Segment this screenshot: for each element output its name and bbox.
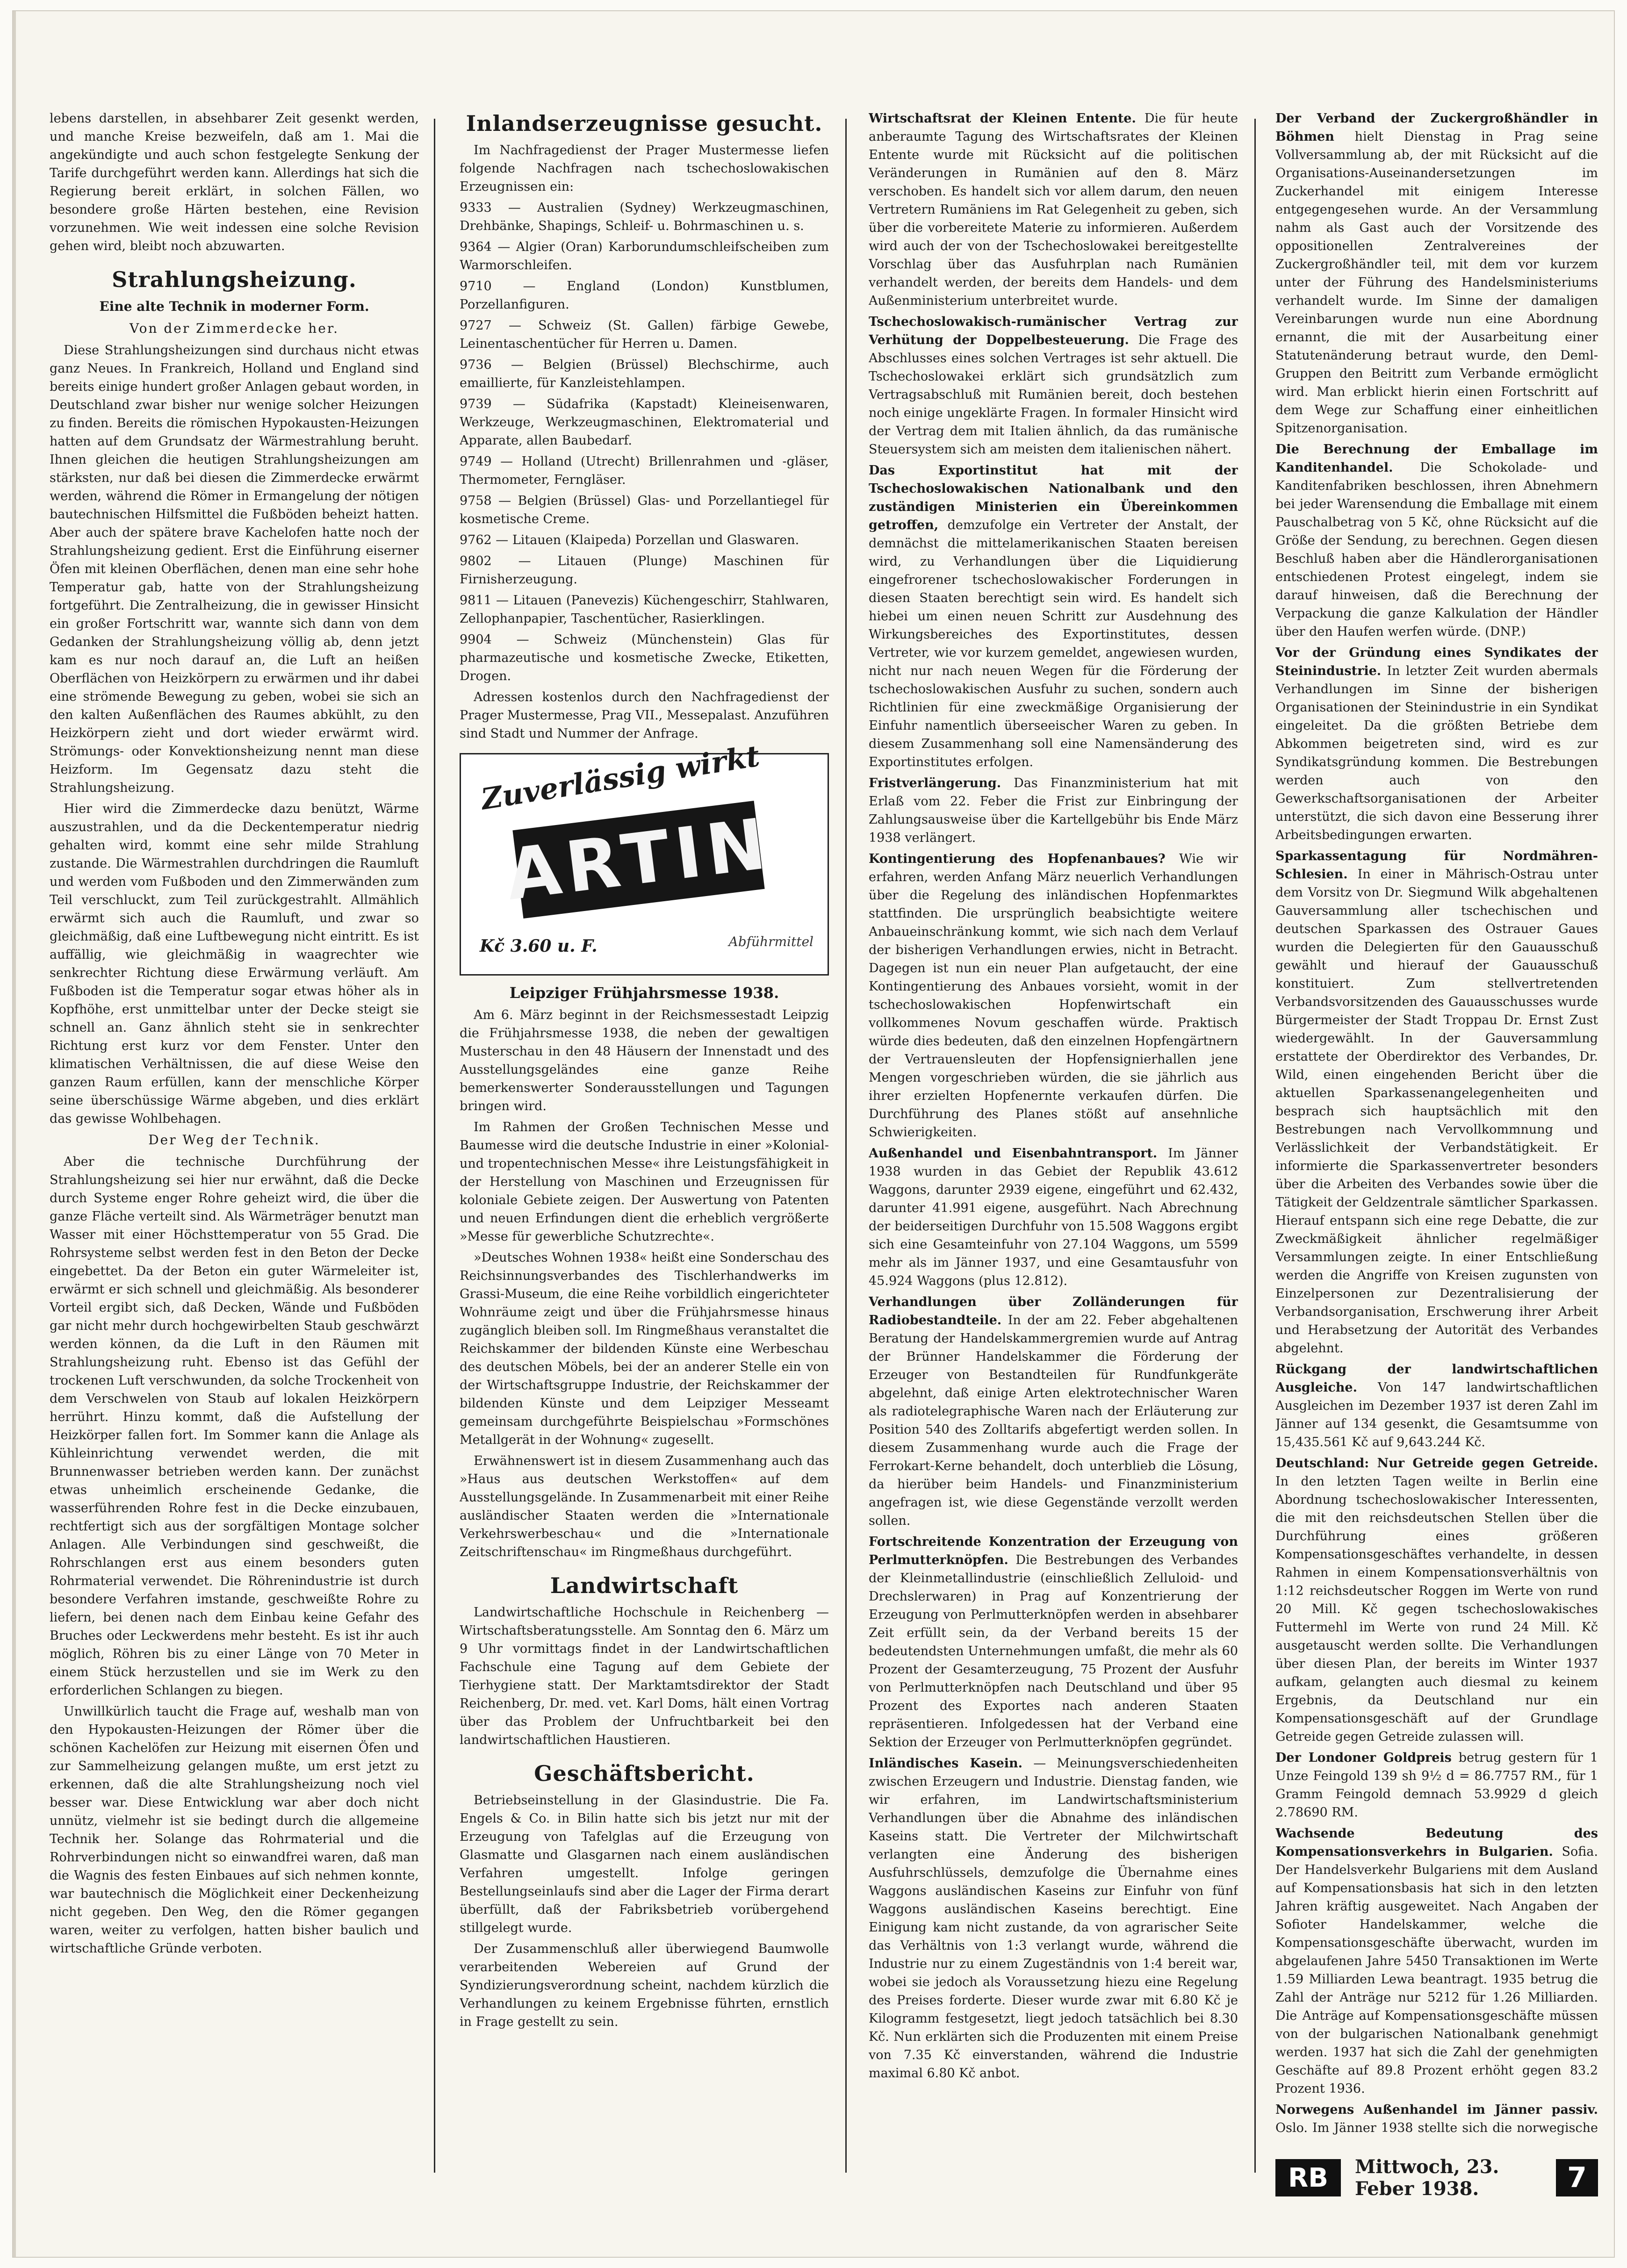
news-lead: Deutschland: Nur Getreide gegen Getreide. [1275, 1456, 1598, 1471]
news-text: In letzter Zeit wurden abermals Verhandlungen im Sinne der bisherigen Organisationen der Steinindustrie in ein Syndikat eingeleitet. Da die größten Betriebe dem Abkommen beigetreten sind, wird es zur Syndikatsgründung kommen. Die Bestrebungen werden auch von den Gewerkschaftsorganisationen der Arbeiter unterstützt, die sich davon eine Besserung ihrer Arbeitsbedingungen erwarten. [1275, 664, 1598, 842]
artin-advertisement [460, 739, 829, 976]
news-text: Die für heute anberaumte Tagung des Wirtschaftsrates der Kleinen Entente wurde mit Rücksicht auf die politischen Veränderungen in Rumänien auf den 8. März verschoben. Es handelt sich vor allem darum, den neuen Vertretern Rumäniens im Rat Gelegenheit zu geben, sich über die vorbereitete Materie zu informieren. Außerdem wird auch der von der Tschechoslowakei bereitgestellte Vorschlag über das Ausfuhrplan nach Rumänien verhandelt werden, der bereits dem Handels- und dem Außenministerium unterbreitet wurde. [869, 111, 1238, 308]
newspaper-page [13, 11, 1614, 2257]
news-item [869, 1754, 1238, 2082]
news-text: Wie wir erfahren, werden Anfang März neuerlich Verhandlungen über die Regelung des inländischen Hopfenmarktes stattfinden. Die ursprünglich beabsichtigte weitere Anbaueinschränkung kommt, wie sich nach dem Verlauf der bisherigen Verhandlungen erwies, nicht in Betracht. Dagegen ist nun ein neuer Plan aufgetaucht, der eine Kontingentierung des Anbaues vorsieht, womit in der tschechoslowakischen Hopfenwirtschaft ein vollkommenes Novum geschaffen würde. Praktisch würde dies bedeuten, daß den einzelnen Hopfengärtnern der Vertrauensleuten der Hopfensignierhallen jene Mengen vorgeschrieben würden, die sie jährlich aus ihrer erzielten Hopfenernte verkaufen dürfen. Die Durchführung des Planes stößt auf ansehnliche Schwierigkeiten. [869, 852, 1238, 1140]
column-2 [460, 109, 829, 2177]
news-lead: Rückgang der landwirtschaftlichen Ausgleiche. [1275, 1362, 1598, 1395]
news-item [869, 461, 1238, 771]
news-text: In den letzten Tagen weilte in Berlin eine Abordnung tschechoslowakischer Interessenten, die mit den reichsdeutschen Stellen über die Durchführung eines größeren Kompensationsgeschäftes verhandelte, in dessen Rahmen in einem Kompensationsverhältnis von 1:12 reichsdeutscher Roggen im Werte von rund 20 Mill. Kč gegen tschechoslowakisches Futtermehl im Werte von rund 24 Mill. Kč ausgetauscht werden sollte. Die Verhandlungen über diesen Plan, der bereits im Winter 1937 aufkam, gelangten auch diesmal zu keinem Ergebnis, da Deutschland nur ein Kompensationsgeschäft auf der Grundlage Getreide gegen Getreide zulassen will. [1275, 1474, 1598, 1744]
article-topic: Der Weg der Technik. [148, 1132, 320, 1148]
news-item [869, 1293, 1238, 1530]
article-subheading: Eine alte Technik in moderner Form. [99, 299, 369, 314]
news-lead: Verhandlungen über Zolländerungen für Radiobestandteile. [869, 1295, 1238, 1328]
news-text: Sofia. Der Handelsverkehr Bulgariens mit dem Ausland auf Kompensationsbasis hat sich in den letzten Jahren kräftig ausgeweitet. Nach Angaben der Sofioter Handelskammer, welche die Kompensationsgeschäfte überwacht, wurden im abgelaufenen Jahre 5450 Transaktionen im Werte 1.59 Milliarden Lewa beantragt. 1935 betrug die Zahl der Anträge nur 5212 für 1.26 Milliarden. Die Anträge auf Kompensationsgeschäfte müssen von der bulgarischen Nationalbank genehmigt werden. 1937 hat sich die Zahl der genehmigten Geschäfte auf 89.8 Prozent erhöht gegen 83.2 Prozent 1936. [1275, 1845, 1598, 2096]
request-item: 9739 — Südafrika (Kapstadt) Kleineisenwaren, Werkzeuge, Werkzeugmaschinen, Elektromaterial und Apparate, allen Baubedarf. [460, 397, 829, 448]
news-text: Die Frage des Abschlusses eines solchen Vertrages ist sehr aktuell. Die Tschechoslowakei erklärt sich grundsätzlich zum Vertragsabschluß mit Rumänien bereit, doch bestehen noch einige ungeklärte Fragen. In formaler Hinsicht wird der Vertrag dem mit Italien ähnlich, da das rumänische Steuersystem sich am meisten dem italienischen nähert. [869, 333, 1238, 457]
section-heading-landwirtschaft: Landwirtschaft [550, 1573, 739, 1598]
request-item: 9736 — Belgien (Brüssel) Blechschirme, auch emaillierte, für Kanzleistehlampen. [460, 358, 829, 390]
news-item [1275, 1749, 1598, 1822]
column-4 [1275, 109, 1598, 2135]
request-item: 9727 — Schweiz (St. Gallen) färbige Gewebe, Leinentaschentücher für Herren u. Damen. [460, 318, 829, 351]
section-heading-geschaeftsbericht: Geschäftsbericht. [534, 1761, 755, 1786]
newspaper-logo: RB [1275, 2159, 1341, 2196]
news-lead: Inländisches Kasein. [869, 1756, 1023, 1771]
news-item [869, 850, 1238, 1141]
ad-brand-logo: ARTIN [512, 801, 764, 919]
news-lead: Wirtschaftsrat der Kleinen Entente. [869, 111, 1136, 126]
news-text: demzufolge ein Vertreter der Anstalt, der demnächst die mittelamerikanischen Staaten bereisen wird, zu Verhandlungen über die Liquidierung eingefrorener tschechoslowakischer Forderungen in diesen Staaten berechtigt sein wird. Es handelt sich hiebei um einen neuen Schritt zur Ausdehnung des Wirkungsbereiches des Exportinstitutes, dessen Vertreter, wie vor kurzem gemeldet, angewiesen wurden, nicht nur nach neuen Wegen für die Förderung der tschechoslowakischen Ausfuhr zu suchen, sondern auch Richtlinien für eine zweckmäßige Organisierung der Einfuhr namentlich überseeischer Waren zu geben. In diesem Zusammenhang soll eine Namensänderung des Exportinstitutes erfolgen. [869, 518, 1238, 769]
news-item [869, 774, 1238, 847]
request-item: 9758 — Belgien (Brüssel) Glas- und Porzellantiegel für kosmetische Creme. [460, 494, 829, 526]
news-item [869, 313, 1238, 459]
news-text: — Meinungsverschiedenheiten zwischen Erzeugern und Industrie. Dienstag fanden, wie wir erfahren, im Landwirtschaftsministerium Verhandlungen über die Abnahme des inländischen Kaseins statt. Die Vertreter der Milchwirtschaft verlangten eine Änderung des bisherigen Ausfuhrschlüssels, demzufolge die Übernahme eines Waggons ausländischen Kaseins zur Einfuhr von fünf Waggons ausländischen Kaseins berechtigt. Eine Einigung kam nicht zustande, da von agrarischer Seite das Verhältnis von 1:3 verlangt wurde, während die Industrie nur zu einem Zugeständnis von 1:4 bereit war, wobei sie jedoch als Voraussetzung hiezu eine Regelung des Preises forderte. Dieser wurde zwar mit 6.80 Kč je Kilogramm festgesetzt, liegt jedoch tatsächlich bei 8.30 Kč. Nun erklärten sich die Produzenten mit einem Preise von 7.35 Kč einverstanden, während die Industrie maximal 6.80 Kč anbot. [869, 1756, 1238, 2081]
request-item: 9364 — Algier (Oran) Karborundumschleifscheiben zum Warmorschleifen. [460, 240, 829, 273]
article-heading-leipziger-messe: Leipziger Frühjahrsmesse 1938. [509, 984, 779, 1002]
news-text: Das Finanzministerium hat mit Erlaß vom 22. Feber die Frist zur Einbringung der Zahlungsausweise über die Kartellgebühr bis Ende März 1938 verlängert. [869, 776, 1238, 845]
news-item [869, 1533, 1238, 1751]
paragraph: Der Zusammenschluß aller überwiegend Baumwolle verarbeitenden Webereien auf Grund der Syndizierungsverordnung scheint, nachdem kürzlich die Verhandlungen zu keinem Ergebnisse führten, ernstlich in Frage gestellt zu sein. [460, 1942, 829, 2029]
news-item [869, 1144, 1238, 1290]
news-lead: Fortschreitende Konzentration der Erzeugung von Perlmutterknöpfen. [869, 1535, 1238, 1567]
news-text: Oslo. Im Jänner 1938 stellte sich die norwegische [1275, 2121, 1598, 2135]
news-lead: Außenhandel und Eisenbahntransport. [869, 1146, 1158, 1161]
news-text: Die Schokolade- und Kanditenfabriken beschlossen, ihren Abnehmern bei jeder Warensendung die Emballage mit einem Pauschalbetrag von 5 Kč, ohne Rücksicht auf die Größe der Sendung, zu berechnen. Gegen diesen Beschluß haben aber die Händlerorganisationen entschiedenen Protest eingelegt, indem sie darauf hinweisen, daß die Berechnung der Verpackung die ganze Kalkulation der Händler über den Haufen werfen würde. (DNP.) [1275, 460, 1598, 639]
news-item [1275, 644, 1598, 844]
page-number: 7 [1556, 2159, 1598, 2196]
paragraph: Am 6. März beginnt in der Reichsmessestadt Leipzig die Frühjahrsmesse 1938, die neben der gewaltigen Musterschau in den 48 Häusern der Innenstadt und des Ausstellungsgeländes eine ganze Reihe bemerkenswerter Sonderausstellungen und Tagungen bringen wird. [460, 1008, 829, 1113]
news-lead: Die Berechnung der Emballage im Kanditenhandel. [1275, 442, 1598, 475]
ad-price: Kč 3.60 u. F. [480, 936, 598, 956]
request-item: 9904 — Schweiz (Münchenstein) Glas für pharmazeutische und kosmetische Zwecke, Etiketten, Drogen. [460, 632, 829, 683]
news-text: In einer in Mährisch-Ostrau unter dem Vorsitz von Dr. Siegmund Wilk abgehaltenen Gauversammlung aller tschechischen und deutschen Sparkassen des Ostrauer Gaues wurden die Delegierten für den Gauausschuß gewählt und hierauf der Gauausschuß konstituiert. Zum stellvertretenden Verbandsvorsitzenden des Gauausschusses wurde Bürgermeister der Stadt Troppau Dr. Ernst Zust wiedergewählt. In der Gauversammlung erstattete der Oberdirektor des Verbandes, Dr. Wild, einen eingehenden Bericht über die aktuellen Sparkassenangelegenheiten und besprach sich hauptsächlich mit den Bestrebungen nach Vervollkommnung und Verlässlichkeit der Verbandstätigkeit. Er informierte die Sparkassenvertreter besonders über die Arbeiten des Verbandes sowie über die Tätigkeit der Geldzentrale sämtlicher Sparkassen. Hierauf entspann sich eine rege Debatte, die zur Zweckmäßigkeit ähnlicher regelmäßiger Versammlungen zeigte. In einer Entschließung werden die Angriffe von Kreisen zugunsten von Einzelpersonen zur Dezentralisierung der Verbandsorganisation, Erschwerung ihrer Arbeit und Herabsetzung der Autorität des Verbandes abgelehnt. [1275, 867, 1598, 1356]
news-text: Im Jänner 1938 wurden in das Gebiet der Republik 43.612 Waggons, darunter 2939 eigene, eingeführt und 62.432, darunter 41.991 eigene, ausgeführt. Nach Abrechnung der beiderseitigen Durchfuhr von 15.508 Waggons ergibt sich eine Gesamteinfuhr von 27.104 Waggons, um 5599 mehr als im Jänner 1937, und eine Gesamtausfuhr von 45.924 Waggons (plus 12.812). [869, 1146, 1238, 1288]
news-item [1275, 1824, 1598, 2098]
news-item [1275, 1360, 1598, 1451]
left-edge-shadow [13, 11, 16, 2257]
ad-tagline: Abführmittel [728, 934, 814, 949]
news-lead: Tschechoslowakisch-rumänischer Vertrag zur Verhütung der Doppelbesteuerung. [869, 315, 1238, 347]
request-item: 9710 — England (London) Kunstblumen, Porzellanfiguren. [460, 279, 829, 312]
news-lead: Norwegens Außenhandel im Jänner passiv. [1275, 2103, 1598, 2117]
news-lead: Vor der Gründung eines Syndikates der Steinindustrie. [1275, 646, 1598, 678]
paragraph: Diese Strahlungsheizungen sind durchaus nicht etwas ganz Neues. In Frankreich, Holland und England sind bereits einige hundert großer Anlagen gebaut worden, in Deutschland zwar bisher nur wenige solcher Heizungen zu finden. Bereits die römischen Hypokausten-Heizungen hatten auf dem Grundsatz der Wärmestrahlung beruht. Ihnen gleichen die heutigen Strahlungsheizungen am stärksten, nur daß bei diesen die Zimmerdecke erwärmt werden, während die Römer in Ermangelung der nötigen bautechnischen Hilfsmittel die Fußböden beheizt hatten. Aber auch der spätere brave Kachelofen hatte noch der Strahlungsheizung gedient. Erst die Einführung eiserner Öfen mit kleinen Oberflächen, denen man eine sehr hohe Temperatur gab, hatte von der Strahlungsheizung fortgeführt. Die Zentralheizung, die in gewisser Hinsicht ein großer Fortschritt war, wannte sich dann von dem Gedanken der Strahlungsheizung völlig ab, denn jetzt kam es nur noch darauf an, die Luft an heißen Oberflächen von Heizkörpern zu erwärmen und ihr dabei eine strömende Bewegung zu geben, wobei sie sich an den kalten Außenflächen des Raumes abkühlt, zu den Heizkörpern zieht und dort wieder erwärmt wird. Strömungs- oder Konvektionsheizung nennt man diese Heizform. Im Gegensatz dazu steht die Strahlungsheizung. [50, 343, 419, 795]
news-lead: Das Exportinstitut hat mit der Tschechoslowakischen Nationalbank und den zuständigen Ministerien ein Übereinkommen getroffen, [869, 463, 1238, 532]
paragraph: »Deutsches Wohnen 1938« heißt eine Sonderschau des Reichsinnungsverbandes des Tischlerhandwerks im Grassi-Museum, die eine Reihe vorbildlich eingerichteter Wohnräume zeigt und über die Frühjahrsmesse hinaus zugänglich bleiben soll. Im Ringmeßhaus veranstaltet die Reichskammer der bildenden Künste eine Werbeschau des deutschen Möbels, bei der an anderer Stelle ein von der Wirtschaftsgruppe Industrie, der Reichskammer der bildenden Künste und dem Leipziger Messeamt gemeinsam durchgeführte Beispielschau »Formschönes Metallgerät in der Wohnung« zugesellt. [460, 1250, 829, 1447]
ad-slogan: Zuverlässig wirkt [478, 739, 762, 817]
issue-date: Mittwoch, 23. Feber 1938. [1355, 2156, 1499, 2200]
paragraph: Hier wird die Zimmerdecke dazu benützt, Wärme auszustrahlen, und da die Deckentemperatur niedrig gehalten wird, kommt eine sehr milde Strahlung zustande. Die Wärmestrahlen durchdringen die Raumluft und werden vom Fußboden und den Zimmerwänden zum Teil verschluckt, zum Teil zurückgestrahlt. Allmählich erwärmt sich auch die Raumluft, und zwar so gleichmäßig, daß eine Luftbewegung nicht eintritt. Es ist auffällig, wie gleichmäßig in waagrechter wie senkrechter Richtung diese Erwärmung verläuft. Am Fußboden ist die Temperatur sogar etwas höher als in Kopfhöhe, erst unmittelbar unter der Decke steigt sie schnell an. Ganz ähnlich steht sie in senkrechter Richtung erst kurz vor dem Fenster. Unter den klimatischen Verhältnissen, die auf diese Weise den ganzen Raum erfüllen, kann der menschliche Körper seine überschüssige Wärme abgeben, und dies erklärt das gewisse Wohlbehagen. [50, 802, 419, 1126]
paragraph: Betriebseinstellung in der Glasindustrie. Die Fa. Engels & Co. in Bilin hatte sich bis jetzt nur mit der Erzeugung von Tafelglas auf die Erzeugung von Glasmatte und Glasgarnen nach einem ausländischen Verfahren umgestellt. Infolge geringen Bestellungseinlaufs sind aber die Lager der Firma derart überfüllt, daß der Fabriksbetrieb vorübergehend stillgelegt wurde. [460, 1793, 829, 1935]
column-3 [869, 109, 1238, 2177]
column-1 [50, 109, 419, 2177]
news-item [1275, 2101, 1598, 2135]
article-heading-strahlungsheizung: Strahlungsheizung. [112, 267, 357, 292]
paragraph: lebens darstellen, in absehbarer Zeit gesenkt werden, und manche Kreise bezweifeln, daß am 1. Mai die angekündigte und auch schon festgelegte Senkung der Tarife durchgeführt werden kann. Allerdings hat sich die Regierung bereit erklärt, in solchen Fällen, wo besondere große Härten bestehen, eine Revision vorzunehmen. Wie weit indessen eine solche Revision gehen wird, bleibt noch abzuwarten. [50, 111, 419, 253]
column-rule [1254, 119, 1256, 2173]
paragraph: Unwillkürlich taucht die Frage auf, weshalb man von den Hypokausten-Heizungen der Römer über die schönen Kachelöfen zur Heizung mit eisernen Öfen und zur Sammelheizung gelangen mußte, um erst jetzt zu erkennen, daß die alte Strahlungsheizung noch viel besser war. Diese Entwicklung war aber doch nicht unnütz, vielmehr ist sie bedingt durch die allgemeine Technik her. Solange das Rohrmaterial und die Rohrverbindungen nicht so einwandfrei waren, daß man die Wagnis des festen Einbaues auf sich nehmen konnte, war bautechnisch die Möglichkeit einer Deckenheizung nicht gegeben. Den Weg, den die Römer gegangen waren, weiter zu verfolgen, hatten bisher baulich und wirtschaftliche Gründe verboten. [50, 1704, 419, 1956]
paragraph: Adressen kostenlos durch den Nachfragedienst der Prager Mustermesse, Prag VII., Messepalast. Anzuführen sind Stadt und Nummer der Anfrage. [460, 690, 829, 741]
news-item [1275, 1454, 1598, 1746]
news-lead: Kontingentierung des Hopfenanbaues? [869, 852, 1166, 866]
request-item: 9802 — Litauen (Plunge) Maschinen für Firnisherzeugung. [460, 554, 829, 587]
request-item: 9333 — Australien (Sydney) Werkzeugmaschinen, Drehbänke, Shapings, Schleif- u. Bohrmaschinen u. s. [460, 201, 829, 233]
news-lead: Der Londoner Goldpreis [1275, 1751, 1452, 1765]
page-footer [1275, 2157, 1598, 2199]
paragraph: Landwirtschaftliche Hochschule in Reichenberg — Wirtschaftsberatungsstelle. Am Sonntag den 6. März um 9 Uhr vormittags findet in der Landwirtschaftlichen Fachschule eine Tagung auf dem Gebiete der Tierhygiene statt. Der Marktamtsdirektor der Stadt Reichenberg, Dr. med. vet. Karl Doms, hält einen Vortrag über das Problem der Unfruchtbarkeit bei den landwirtschaftlichen Haustieren. [460, 1605, 829, 1747]
paragraph: Aber die technische Durchführung der Strahlungsheizung sei hier nur erwähnt, daß die Decke durch Systeme enger Rohre geheizt wird, die über die ganze Fläche verteilt sind. Als Wärmeträger benutzt man Wasser mit einer Höchsttemperatur von 55 Grad. Die Rohrsysteme selbst werden fest in den Beton der Decke eingebettet. Da der Beton ein guter Wärmeleiter ist, erwärmt er sich schnell und gleichmäßig. Als besonderer Vorteil ergibt sich, daß Decken, Wände und Fußböden gar nicht mehr durch hochgewirbelten Staub geschwärzt werden können, da die Luft in den Räumen mit Strahlungsheizung ruht. Ebenso ist das Gefühl der trockenen Luft verschwunden, da solche Trockenheit von dem Verschwelen von Staub auf lokalen Heizkörpern herrührt. Hinzu kommt, daß die Aufstellung der Heizkörper fallen fort. Im Sommer kann die Anlage als Kühleinrichtung verwendet werden, die mit Brunnenwasser betrieben werden kann. Der zunächst etwas unheimlich erscheinende Gedanke, die wasserführenden Rohre fest in die Decke einzubauen, rechtfertigt sich aus der sorgfältigen Montage solcher Anlagen. Alle Verbindungen sind geschweißt, die Rohrschlangen erst aus einem besonders guten Rohrmaterial verwendet. Die Röhrenindustrie ist durch besondere Verfahren imstande, geschweißte Rohre zu liefern, bei denen nach dem Einbau keine Gefahr des Bruches oder Leckwerdens mehr besteht. Es ist ihr auch möglich, Röhren bis zu einer Länge von 70 Meter in einem Stück herzustellen und sie im Werk zu den erforderlichen Schlangen zu biegen. [50, 1155, 419, 1698]
news-item [1275, 440, 1598, 641]
paragraph: Erwähnenswert ist in diesem Zusammenhang auch das »Haus aus deutschen Werkstoffen« auf dem Ausstellungsgelände. In Zusammenarbeit mit einer Reihe ausländischer Staaten werden die »Internationale Verkehrswerbeschau« und die »Internationale Zeitschriftenschau« im Ringmeßhaus durchgeführt. [460, 1454, 829, 1559]
news-lead: Sparkassentagung für Nordmähren-Schlesien. [1275, 849, 1598, 882]
news-text: hielt Dienstag in Prag seine Vollversammlung ab, der mit Rücksicht auf die Organisations-Auseinandersetzungen im Zuckerhandel mit einigem Interesse entgegengesehen wurde. An der Versammlung nahm als Gast auch der Vorsitzende des oppositionellen Zentralvereines der Zuckergroßhändler teil, mit dem vor kurzem unter der Führung des Handelsministeriums verhandelt wurde. Im Sinne der damaligen Vereinbarungen wurde nun eine Abordnung ernannt, die mit der Ausarbeitung einer Statutenänderung betraut wurde, den Deml-Gruppen den Beitritt zum Verbande ermöglicht wird. Man erblickt hierin einen Fortschritt auf dem Wege zur Schaffung einer einheitlichen Spitzenorganisation. [1275, 129, 1598, 436]
request-item: 9749 — Holland (Utrecht) Brillenrahmen und -gläser, Thermometer, Ferngläser. [460, 454, 829, 487]
news-item [1275, 847, 1598, 1357]
news-lead: Wachsende Bedeutung des Kompensationsverkehrs in Bulgarien. [1275, 1826, 1598, 1859]
news-lead: Fristverlängerung. [869, 776, 1001, 790]
news-text: Von 147 landwirtschaftlichen Ausgleichen im Dezember 1937 ist deren Zahl im Jänner auf 134 gesenkt, die Gesamtsumme von 15,435.561 Kč auf 9,643.244 Kč. [1275, 1380, 1598, 1450]
request-item: 9762 — Litauen (Klaipeda) Porzellan und Glaswaren. [460, 533, 799, 547]
news-item [1275, 109, 1598, 438]
paragraph: Im Nachfragedienst der Prager Mustermesse liefen folgende Nachfragen nach tschechoslowakischen Erzeugnissen ein: [460, 143, 829, 194]
news-item [869, 109, 1238, 310]
paragraph: Im Rahmen der Großen Technischen Messe und Baumesse wird die deutsche Industrie in einer »Kolonial- und tropentechnischen Messe« ihre Leistungsfähigkeit in der Herstellung von Maschinen und Erzeugnissen für koloniale Gebiete zeigen. Der Auswertung von Patenten und neuen Erfindungen dient die erheblich vergrößerte »Messe für gewerbliche Schutzrechte«. [460, 1120, 829, 1244]
article-heading-inlandserzeugnisse: Inlandserzeugnisse gesucht. [466, 111, 823, 136]
news-lead: Der Verband der Zuckergroßhändler in Böhmen [1275, 111, 1598, 144]
column-rule [434, 119, 435, 2173]
news-text: In der am 22. Feber abgehaltenen Beratung der Handelskammergremien wurde auf Antrag der Brünner Handelskammer die Förderung der Erzeuger von Bestandteilen für Rundfunkgeräte abgelehnt, daß einige Arten elektrotechnischer Waren als radiotelegraphische Waren nach der Erläuterung zur Position 540 des Zolltarifs abgefertigt werden sollen. In diesem Zusammenhang wurde auch die Frage der Ferrokart-Kerne behandelt, doch unterblieb die Lösung, da hierüber beim Handels- und Finanzministerium angefragen ist, wie diese Gegenstände verzollt werden sollen. [869, 1313, 1238, 1528]
article-topic: Von der Zimmerdecke her. [129, 321, 339, 336]
news-text: betrug gestern für 1 Unze Feingold 139 sh 9½ d = 86.7757 RM., für 1 Gramm Feingold demnach 53.9929 d gleich 2.78690 RM. [1275, 1751, 1598, 1820]
request-item: 9811 — Litauen (Panevezis) Küchengeschirr, Stahlwaren, Zellophanpapier, Taschentücher, Rasierklingen. [460, 593, 829, 626]
column-rule [845, 119, 847, 2173]
news-text: Die Bestrebungen des Verbandes der Kleinmetallindustrie (einschließlich Zelluloid- und Drechslerwaren) in Prag auf Konzentrierung der Erzeugung von Perlmutterknöpfen werden in absehbarer Zeit erfüllt sein, da der Verband bereits 15 der bedeutendsten Unternehmungen umfaßt, die mehr als 60 Prozent der Gesamterzeugung, 75 Prozent der Ausfuhr von Perlmutterknöpfen nach Deutschland und über 95 Prozent des Exportes nach anderen Staaten repräsentieren. Infolgedessen hat der Verband eine Sektion der Erzeuger von Perlmutterknöpfen gegründet. [869, 1553, 1238, 1750]
